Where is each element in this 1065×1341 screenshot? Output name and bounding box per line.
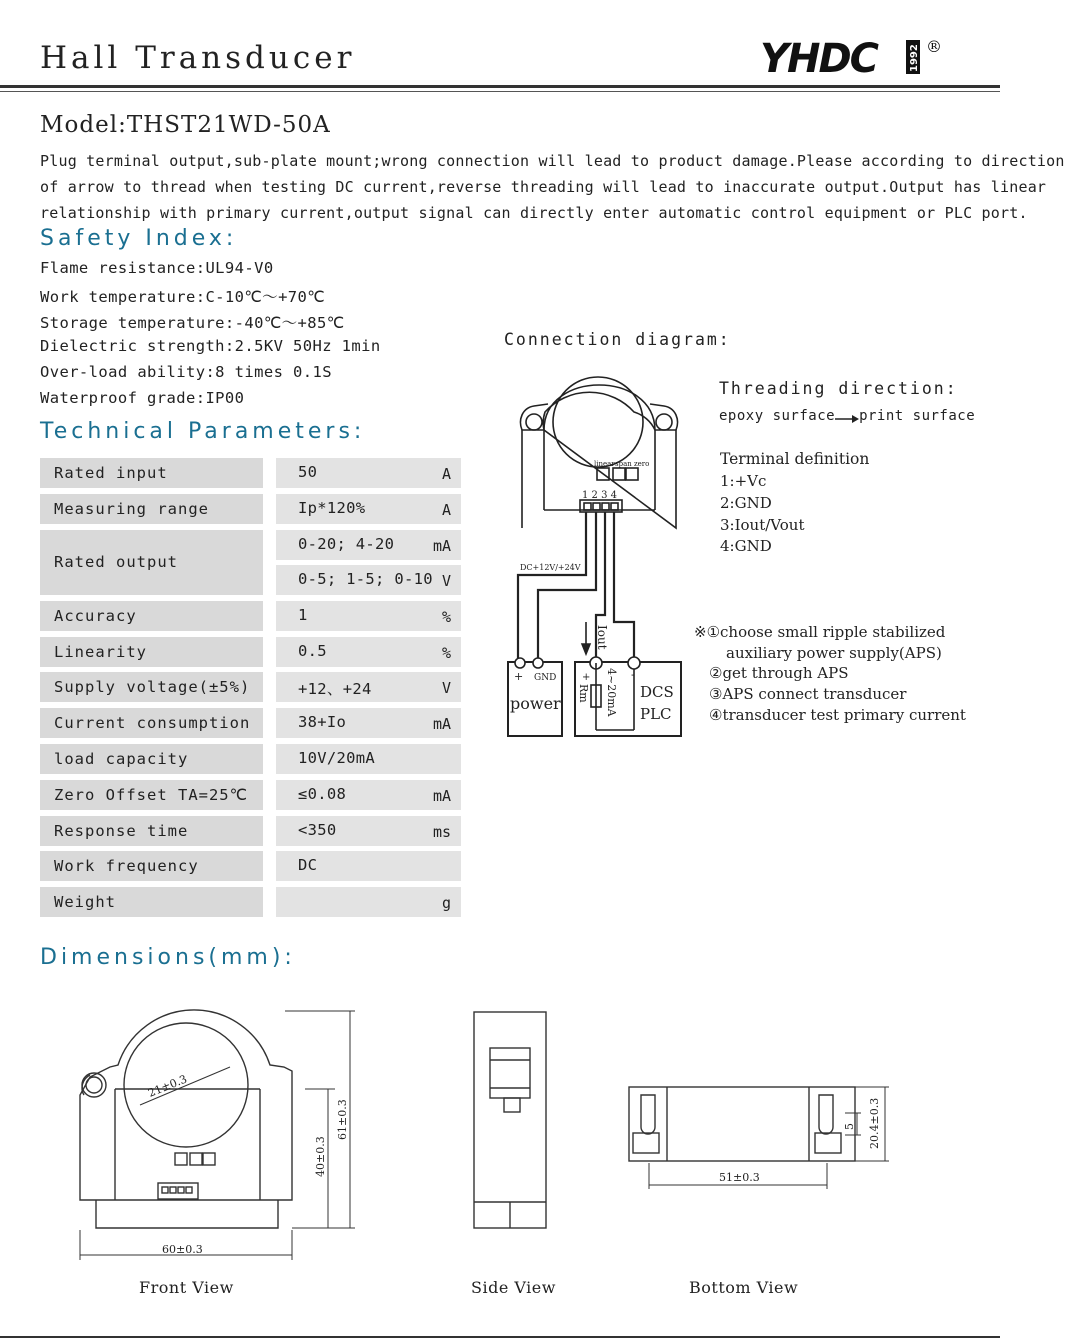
param-label: Accuracy xyxy=(54,607,137,625)
terminal-item: 3:Iout/Vout xyxy=(720,516,805,534)
note-line: ③APS connect transducer xyxy=(709,685,907,703)
param-value: 50 xyxy=(298,463,318,481)
param-value: 10V/20mA xyxy=(298,749,376,767)
zero-set-label: span zero xyxy=(615,460,650,468)
param-unit: g xyxy=(441,894,451,912)
param-value: 0.5 xyxy=(298,642,327,660)
param-label: Supply voltage(±5%) xyxy=(54,678,251,696)
minus-label: - xyxy=(631,668,635,681)
param-unit: mA xyxy=(432,537,451,555)
param-unit: mA xyxy=(432,715,451,733)
param-label-cell xyxy=(40,494,263,524)
param-value-cell xyxy=(276,637,461,667)
front-view-drawing xyxy=(70,1005,370,1267)
bottom-width-dimension: 20.4±0.3 xyxy=(868,1097,881,1149)
hole-dimension: 21±0.3 xyxy=(146,1072,189,1100)
dcs-label: DCS xyxy=(640,683,674,701)
param-label-cell xyxy=(40,851,263,881)
brand-name: YHDC xyxy=(760,36,877,82)
registered-mark: ® xyxy=(926,37,942,56)
dcs-plus-label: + xyxy=(582,672,591,683)
param-label-cell xyxy=(40,458,263,488)
description-line-2: of arrow to thread when testing DC current,reverse threading will lead to inaccurate output.Output has linear xyxy=(40,178,1047,196)
param-label-cell xyxy=(40,708,263,738)
param-label-cell xyxy=(40,780,263,810)
param-label-cell xyxy=(40,637,263,667)
param-label-cell xyxy=(40,816,263,846)
param-value-cell xyxy=(276,744,461,774)
slot-dimension: 5 xyxy=(843,1123,856,1130)
model-number: Model:THST21WD-50A xyxy=(40,112,331,138)
param-label: Current consumption xyxy=(54,714,251,732)
header-rule xyxy=(0,85,1000,88)
safety-item: Work temperature:C-10℃～+70℃ xyxy=(40,288,326,306)
param-label: Rated input xyxy=(54,464,168,482)
param-value: +12、+24 xyxy=(298,680,372,698)
param-unit: % xyxy=(441,608,451,626)
param-value: 38+Io xyxy=(298,713,347,731)
param-value-cell xyxy=(276,565,461,595)
width-dimension: 60±0.3 xyxy=(162,1243,203,1256)
note-line: auxiliary power supply(APS) xyxy=(726,644,942,662)
param-value-cell xyxy=(276,601,461,631)
note-line: ④transducer test primary current xyxy=(709,706,966,724)
rm-label: Rm xyxy=(577,684,590,703)
param-label-cell xyxy=(40,887,263,917)
param-label: Weight xyxy=(54,893,116,911)
param-label: Work frequency xyxy=(54,857,199,875)
param-value: 0-20; 4-20 xyxy=(298,535,395,553)
range-label: 4~20mA xyxy=(605,668,618,717)
param-unit: A xyxy=(441,465,451,483)
pin-numbers: 1 2 3 4 xyxy=(582,490,617,501)
connection-diagram xyxy=(500,360,700,750)
plc-label: PLC xyxy=(640,705,672,723)
bottom-view-drawing xyxy=(625,1075,895,1190)
param-unit: mA xyxy=(432,787,451,805)
threading-to: print surface xyxy=(859,408,976,424)
side-view-caption: Side View xyxy=(471,1278,556,1297)
terminal-item: 1:+Vc xyxy=(720,472,767,490)
param-label: Zero Offset TA=25℃ xyxy=(54,786,249,804)
note-line: ※①choose small ripple stabilized xyxy=(694,623,946,641)
param-unit: A xyxy=(441,501,451,519)
safety-item: Flame resistance:UL94-V0 xyxy=(40,259,274,277)
arrow-right-icon xyxy=(835,411,859,421)
param-label: Linearity xyxy=(54,643,147,661)
param-label-cell xyxy=(40,744,263,774)
gnd-label: GND xyxy=(534,673,557,683)
param-value-cell xyxy=(276,530,461,560)
description-line-1: Plug terminal output,sub-plate mount;wrong connection will lead to product damage.Please according to direction xyxy=(40,152,1065,170)
power-label: power xyxy=(510,694,561,713)
param-value-cell xyxy=(276,887,461,917)
param-label: load capacity xyxy=(54,750,189,768)
safety-heading: Safety Index: xyxy=(40,226,238,251)
param-label-cell xyxy=(40,601,263,631)
note-line: ②get through APS xyxy=(709,664,849,682)
brand-logo xyxy=(760,36,942,82)
terminal-item: 4:GND xyxy=(720,537,772,555)
safety-item: Storage temperature:-40℃～+85℃ xyxy=(40,314,345,332)
plus-label: + xyxy=(514,670,524,683)
param-value: DC xyxy=(298,856,318,874)
param-value: 1 xyxy=(298,606,308,624)
side-view-drawing xyxy=(470,1010,550,1232)
param-value: Ip*120% xyxy=(298,499,366,517)
front-view-caption: Front View xyxy=(139,1278,234,1297)
threading-from: epoxy surface xyxy=(719,408,836,424)
linear-label: linear xyxy=(594,460,615,468)
param-value: <350 xyxy=(298,821,337,839)
param-value-cell xyxy=(276,780,461,810)
param-value-cell xyxy=(276,494,461,524)
param-unit: ms xyxy=(432,823,451,841)
iout-label: Iout xyxy=(595,625,609,650)
param-value-cell xyxy=(276,816,461,846)
param-unit: % xyxy=(441,644,451,662)
description-line-3: relationship with primary current,output signal can directly enter automatic control equipment or PLC port. xyxy=(40,204,1028,222)
connection-heading: Connection diagram: xyxy=(504,330,731,349)
dimensions-heading: Dimensions(mm): xyxy=(40,945,296,970)
body-height-dimension: 40±0.3 xyxy=(314,1136,327,1177)
param-label-cell xyxy=(40,672,263,702)
safety-item: Waterproof grade:IP00 xyxy=(40,389,245,407)
param-unit: V xyxy=(441,679,451,697)
total-height-dimension: 61±0.3 xyxy=(336,1099,349,1140)
param-value-cell xyxy=(276,851,461,881)
param-label: Measuring range xyxy=(54,500,209,518)
param-unit: V xyxy=(441,572,451,590)
param-label-cell xyxy=(40,530,263,595)
param-value: 0-5; 1-5; 0-10 xyxy=(298,570,433,588)
supply-label: DC+12V/+24V xyxy=(520,563,581,572)
threading-direction xyxy=(719,408,975,424)
safety-item: Over-load ability:8 times 0.1S xyxy=(40,363,332,381)
bottom-view-caption: Bottom View xyxy=(689,1278,799,1297)
param-label: Response time xyxy=(54,822,189,840)
terminal-heading: Terminal definition xyxy=(720,450,870,468)
bottom-length-dimension: 51±0.3 xyxy=(719,1171,760,1184)
footer-rule xyxy=(0,1336,1000,1338)
param-label: Rated output xyxy=(54,553,178,571)
header-rule-thin xyxy=(0,91,1000,92)
param-value: ≤0.08 xyxy=(298,785,347,803)
terminal-item: 2:GND xyxy=(720,494,772,512)
threading-heading: Threading direction: xyxy=(719,379,958,398)
param-value-cell xyxy=(276,458,461,488)
safety-item: Dielectric strength:2.5KV 50Hz 1min xyxy=(40,337,381,355)
param-value-cell xyxy=(276,708,461,738)
param-value-cell xyxy=(276,672,461,702)
technical-heading: Technical Parameters: xyxy=(40,419,366,444)
page-title: Hall Transducer xyxy=(40,40,356,76)
brand-year: 1992 xyxy=(909,44,920,72)
